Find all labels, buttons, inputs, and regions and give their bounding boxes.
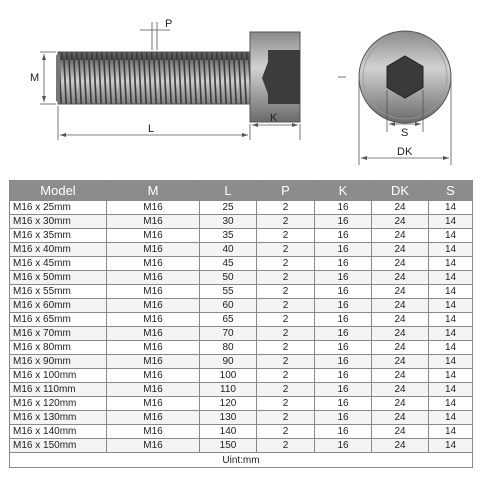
header-l: L [200,181,257,201]
cell-m: M16 [107,201,200,215]
bolt-technical-drawing [0,0,480,175]
cell-s: 14 [429,425,473,439]
table-row [10,313,473,327]
table-row [10,327,473,341]
cell-dk: 24 [372,257,429,271]
cell-p: 2 [257,229,315,243]
cell-m: M16 [107,411,200,425]
cell-l: 30 [200,215,257,229]
table-row [10,243,473,257]
cell-m: M16 [107,243,200,257]
cell-dk: 24 [372,229,429,243]
cell-dk: 24 [372,397,429,411]
table-row [10,369,473,383]
cell-m: M16 [107,257,200,271]
cell-p: 2 [257,257,315,271]
cell-p: 2 [257,201,315,215]
cell-model: M16 x 55mm [10,285,107,299]
cell-k: 16 [315,257,372,271]
cell-k: 16 [315,299,372,313]
cell-k: 16 [315,243,372,257]
cell-k: 16 [315,341,372,355]
dim-m-label: M [30,72,40,84]
cell-s: 14 [429,201,473,215]
cell-p: 2 [257,285,315,299]
bolt-shank [56,52,250,104]
cell-l: 50 [200,271,257,285]
specification-table [9,180,473,468]
cell-k: 16 [315,271,372,285]
cell-model: M16 x 30mm [10,215,107,229]
cell-dk: 24 [372,369,429,383]
cell-s: 14 [429,271,473,285]
cell-s: 14 [429,341,473,355]
bolt-head-side [250,32,300,122]
cell-dk: 24 [372,383,429,397]
cell-s: 14 [429,285,473,299]
cell-k: 16 [315,215,372,229]
cell-dk: 24 [372,425,429,439]
table-row [10,229,473,243]
cell-l: 110 [200,383,257,397]
cell-s: 14 [429,397,473,411]
cell-k: 16 [315,229,372,243]
cell-s: 14 [429,229,473,243]
cell-model: M16 x 60mm [10,299,107,313]
table-row [10,355,473,369]
cell-model: M16 x 90mm [10,355,107,369]
cell-m: M16 [107,355,200,369]
cell-dk: 24 [372,313,429,327]
cell-p: 2 [257,299,315,313]
table-row [10,299,473,313]
cell-s: 14 [429,299,473,313]
cell-s: 14 [429,355,473,369]
cell-k: 16 [315,327,372,341]
cell-k: 16 [315,397,372,411]
cell-dk: 24 [372,411,429,425]
cell-model: M16 x 150mm [10,439,107,453]
cell-p: 2 [257,369,315,383]
cell-l: 120 [200,397,257,411]
dim-dk-label: DK [397,146,413,158]
table-row [10,425,473,439]
cell-k: 16 [315,369,372,383]
cell-model: M16 x 110mm [10,383,107,397]
cell-l: 45 [200,257,257,271]
cell-l: 55 [200,285,257,299]
cell-l: 70 [200,327,257,341]
bolt-head-end-view [359,31,451,123]
cell-dk: 24 [372,201,429,215]
cell-dk: 24 [372,341,429,355]
cell-s: 14 [429,313,473,327]
table-row [10,341,473,355]
table-footer-row [10,453,473,468]
cell-model: M16 x 80mm [10,341,107,355]
cell-dk: 24 [372,439,429,453]
table-row [10,285,473,299]
cell-model: M16 x 35mm [10,229,107,243]
cell-l: 150 [200,439,257,453]
cell-p: 2 [257,271,315,285]
cell-dk: 24 [372,271,429,285]
cell-l: 90 [200,355,257,369]
cell-l: 130 [200,411,257,425]
cell-m: M16 [107,439,200,453]
cell-model: M16 x 45mm [10,257,107,271]
cell-m: M16 [107,299,200,313]
cell-l: 60 [200,299,257,313]
header-p: P [257,181,315,201]
cell-m: M16 [107,285,200,299]
cell-p: 2 [257,425,315,439]
dim-l-label: L [148,123,155,135]
cell-l: 40 [200,243,257,257]
cell-s: 14 [429,215,473,229]
cell-p: 2 [257,341,315,355]
cell-model: M16 x 50mm [10,271,107,285]
cell-dk: 24 [372,285,429,299]
table-row [10,439,473,453]
cell-p: 2 [257,411,315,425]
cell-model: M16 x 25mm [10,201,107,215]
dim-k-label: K [270,112,278,124]
table-row [10,271,473,285]
cell-dk: 24 [372,243,429,257]
cell-model: M16 x 140mm [10,425,107,439]
cell-model: M16 x 40mm [10,243,107,257]
cell-p: 2 [257,355,315,369]
cell-m: M16 [107,369,200,383]
cell-m: M16 [107,327,200,341]
cell-model: M16 x 120mm [10,397,107,411]
cell-p: 2 [257,313,315,327]
cell-dk: 24 [372,327,429,341]
cell-s: 14 [429,411,473,425]
cell-p: 2 [257,439,315,453]
header-s: S [429,181,473,201]
cell-k: 16 [315,285,372,299]
table-row [10,201,473,215]
cell-k: 16 [315,439,372,453]
table-row [10,215,473,229]
cell-p: 2 [257,215,315,229]
cell-m: M16 [107,425,200,439]
cell-m: M16 [107,215,200,229]
cell-p: 2 [257,243,315,257]
cell-s: 14 [429,327,473,341]
cell-m: M16 [107,271,200,285]
cell-k: 16 [315,313,372,327]
cell-l: 25 [200,201,257,215]
header-dk: DK [372,181,429,201]
cell-k: 16 [315,201,372,215]
cell-s: 14 [429,369,473,383]
unit-note: Uint:mm [10,453,473,468]
cell-p: 2 [257,383,315,397]
cell-m: M16 [107,397,200,411]
cell-model: M16 x 100mm [10,369,107,383]
header-k: K [315,181,372,201]
table-row [10,411,473,425]
cell-l: 100 [200,369,257,383]
cell-model: M16 x 130mm [10,411,107,425]
cell-k: 16 [315,411,372,425]
cell-dk: 24 [372,355,429,369]
cell-m: M16 [107,341,200,355]
table-header-row [10,181,473,201]
table-row [10,397,473,411]
cell-dk: 24 [372,215,429,229]
cell-m: M16 [107,229,200,243]
cell-m: M16 [107,313,200,327]
header-model: Model [10,181,107,201]
cell-p: 2 [257,397,315,411]
dim-s-label: S [401,127,409,139]
cell-k: 16 [315,383,372,397]
cell-l: 65 [200,313,257,327]
cell-l: 35 [200,229,257,243]
cell-s: 14 [429,383,473,397]
table-row [10,383,473,397]
cell-model: M16 x 65mm [10,313,107,327]
cell-s: 14 [429,243,473,257]
cell-m: M16 [107,383,200,397]
dim-p-label: P [165,18,173,30]
cell-dk: 24 [372,299,429,313]
cell-s: 14 [429,439,473,453]
cell-s: 14 [429,257,473,271]
cell-l: 140 [200,425,257,439]
cell-l: 80 [200,341,257,355]
cell-model: M16 x 70mm [10,327,107,341]
cell-k: 16 [315,425,372,439]
cell-p: 2 [257,327,315,341]
table-row [10,257,473,271]
header-m: M [107,181,200,201]
cell-k: 16 [315,355,372,369]
